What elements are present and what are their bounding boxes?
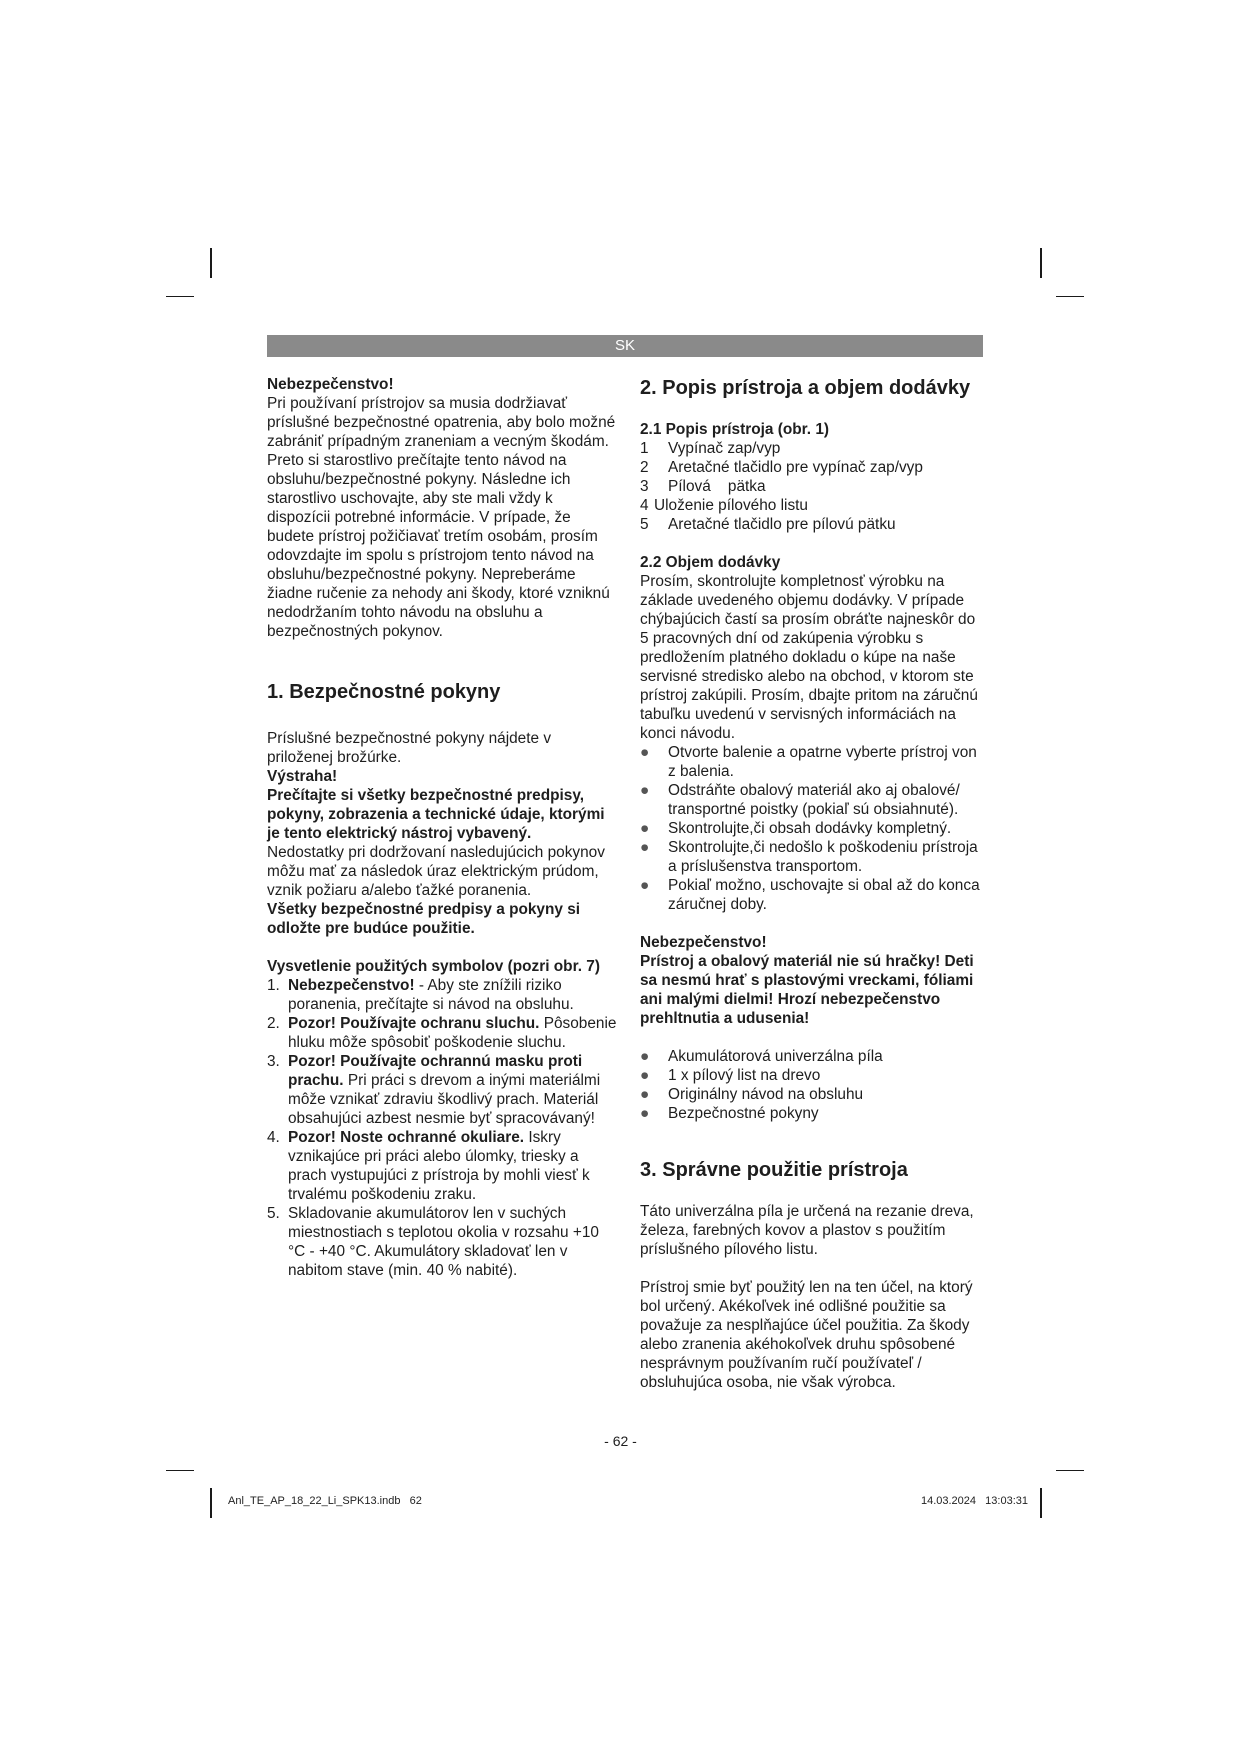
crop-mark	[1040, 1488, 1042, 1518]
bullet-icon: ●	[640, 1105, 650, 1122]
item-text: - Aby ste znížili riziko poranenia, prečítajte si návod na obsluhu.	[288, 977, 574, 1013]
part-label: Aretačné tlačidlo pre vypínač zap/vyp	[668, 459, 923, 476]
bullet-icon: ●	[640, 1086, 650, 1103]
part-label: Aretačné tlačidlo pre pílovú pätku	[668, 516, 896, 533]
list-item	[640, 496, 985, 515]
item-number: 4.	[267, 1129, 280, 1146]
list-item	[640, 477, 985, 496]
item-text: Pokiaľ možno, uschovajte si obal až do konca záručnej doby.	[668, 877, 980, 913]
item-text: 1 x pílový list na drevo	[668, 1067, 821, 1084]
right-column	[640, 375, 985, 1392]
item-text: Bezpečnostné pokyny	[668, 1105, 819, 1122]
section-1-heading: 1. Bezpečnostné pokyny	[267, 681, 501, 703]
list-item	[267, 976, 617, 1014]
part-number: 4	[640, 497, 649, 514]
section-3-paragraph-1: Táto univerzálna píla je určená na rezanie dreva, železa, farebných kovov a plastov s použitím príslušného pílového listu.	[640, 1203, 974, 1258]
item-text: Skladovanie akumulátorov len v suchých miestnostiach s teplotou okolia v rozsahu +10 °C - +40 °C. Akumulátory skladovať len v nabitom stave (min. 40 % nabité).	[288, 1205, 599, 1279]
item-text: Iskry vznikajúce pri práci alebo úlomky, triesky a prach vystupujúci z prístroja by mohli viesť k trvalému poškodeniu zraku.	[288, 1129, 590, 1203]
crop-mark	[166, 296, 194, 297]
item-text: Akumulátorová univerzálna píla	[668, 1048, 883, 1065]
item-text: Skontrolujte,či nedošlo k poškodeniu prístroja a príslušenstva transportom.	[668, 839, 978, 875]
crop-mark	[210, 1488, 212, 1518]
list-item	[640, 1066, 985, 1085]
list-item	[640, 876, 985, 914]
crop-mark	[1040, 248, 1042, 278]
item-bold: Pozor! Používajte ochrannú masku proti prachu.	[288, 1053, 583, 1089]
item-text: Skontrolujte,či obsah dodávky kompletný.	[668, 820, 952, 837]
footer-filename: Anl_TE_AP_18_22_Li_SPK13.indb 62	[228, 1495, 422, 1507]
part-number: 5	[640, 516, 649, 533]
item-text: Odstráňte obalový materiál ako aj obalové/ transportné poistky (pokiaľ sú obsiahnuté).	[668, 782, 960, 818]
part-number: 2	[640, 459, 649, 476]
part-label: Pílová pätka	[668, 478, 766, 495]
parts-list	[640, 439, 985, 534]
page-number: - 62 -	[604, 1433, 637, 1449]
danger-text: Pri používaní prístrojov sa musia dodržiavať príslušné bezpečnostné opatrenia, aby bolo možné zabrániť prípadným zraneniam a vecným škodám. Preto si starostlivo prečítajte tento návod na obsluhu/bezpečnostné pokyny. Následne ich starostlivo uschovajte, aby ste mali vždy k dispozícii potrebné informácie. V prípade, že budete prístroj požičiavať tretím osobám, prosím odovzdajte im spolu s prístrojom tento návod na obsluhu/bezpečnostné pokyny. Nepreberáme žiadne ručenie za nehody ani škody, ktoré vzniknú nedodržaním tohto návodu na obsluhu a bezpečnostných pokynov.	[267, 395, 616, 640]
warning-title: Výstraha!	[267, 768, 338, 785]
danger-2-title: Nebezpečenstvo!	[640, 934, 767, 951]
item-number: 3.	[267, 1053, 280, 1070]
list-item	[640, 458, 985, 477]
list-item	[640, 1085, 985, 1104]
warning-bold-text: Prečítajte si všetky bezpečnostné predpisy, pokyny, zobrazenia a technické údaje, ktorými je tento elektrický nástroj vybavený.	[267, 787, 605, 842]
section-3-paragraph-2: Prístroj smie byť použitý len na ten účel, na ktorý bol určený. Akékoľvek iné odlišné použitie sa považuje za nesplňajúce účel použitia. Za škody alebo zranenia akéhokoľvek druhu spôsobené nesprávnym používaním ručí používateľ / obsluhujúca osoba, nie však výrobca.	[640, 1279, 973, 1391]
check-list	[640, 743, 985, 914]
section-2-2-text: Prosím, skontrolujte kompletnosť výrobku na základe uvedeného objemu dodávky. V prípade chýbajúcich častí sa prosím obráťte najneskôr do 5 pracovných dní od zakúpenia výrobku s predložením platného dokladu o kúpe na naše servisné stredisko alebo na obchod, v ktorom ste prístroj zakúpili. Prosím, dbajte pritom na záručnú tabuľku uvedenú v servisných informáciách na konci návodu.	[640, 573, 978, 742]
section-1-intro: Príslušné bezpečnostné pokyny nájdete v priloženej brožúrke.	[267, 730, 552, 766]
list-item	[267, 1128, 617, 1204]
list-item	[640, 515, 985, 534]
section-2-2-heading: 2.2 Objem dodávky	[640, 554, 781, 571]
danger-title: Nebezpečenstvo!	[267, 376, 394, 393]
item-bold: Pozor! Používajte ochranu sluchu.	[288, 1015, 540, 1032]
item-text: Pri práci s drevom a inými materiálmi môže vznikať zdraviu škodlivý prach. Materiál obsahujúci azbest nesmie byť spracovávaný!	[288, 1072, 601, 1127]
bullet-icon: ●	[640, 1048, 650, 1065]
bullet-icon: ●	[640, 877, 650, 894]
list-item	[640, 439, 985, 458]
part-number: 3	[640, 478, 649, 495]
bullet-icon: ●	[640, 839, 650, 856]
section-2-heading: 2. Popis prístroja a objem dodávky	[640, 377, 971, 399]
item-number: 1.	[267, 977, 280, 994]
left-column	[267, 375, 617, 1280]
bullet-icon: ●	[640, 820, 650, 837]
warning-keep-text: Všetky bezpečnostné predpisy a pokyny si odložte pre budúce použitie.	[267, 901, 581, 937]
crop-mark	[166, 1470, 194, 1471]
crop-mark	[210, 248, 212, 278]
part-number: 1	[640, 440, 649, 457]
list-item	[640, 781, 985, 819]
section-3-heading: 3. Správne použitie prístroja	[640, 1159, 908, 1181]
item-number: 2.	[267, 1015, 280, 1032]
warning-text: Nedostatky pri dodržovaní nasledujúcich pokynov môžu mať za následok úraz elektrickým prúdom, vznik požiaru a/alebo ťažké poranenia.	[267, 844, 605, 899]
list-item	[640, 1047, 985, 1066]
part-label: Uloženie pílového listu	[654, 497, 808, 514]
danger-2-text: Prístroj a obalový materiál nie sú hračky! Deti sa nesmú hrať s plastovými vreckami, fóliami ani malými dielmi! Hrozí nebezpečenstvo prehltnutia a udusenia!	[640, 953, 974, 1027]
bullet-icon: ●	[640, 1067, 650, 1084]
list-item	[267, 1014, 617, 1052]
bullet-icon: ●	[640, 782, 650, 799]
item-text: Pôsobenie hluku môže spôsobiť poškodenie sluchu.	[288, 1015, 617, 1051]
list-item	[267, 1052, 617, 1128]
item-bold: Nebezpečenstvo!	[288, 977, 415, 994]
item-text: Otvorte balenie a opatrne vyberte prístroj von z balenia.	[668, 744, 977, 780]
part-label: Vypínač zap/vyp	[668, 440, 781, 457]
crop-mark	[1056, 1470, 1084, 1471]
section-2-1-heading: 2.1 Popis prístroja (obr. 1)	[640, 421, 830, 438]
list-item	[267, 1204, 617, 1280]
symbols-heading: Vysvetlenie použitých symbolov (pozri obr. 7)	[267, 958, 600, 975]
bullet-icon: ●	[640, 744, 650, 761]
list-item	[640, 819, 985, 838]
item-number: 5.	[267, 1205, 280, 1222]
item-bold: Pozor! Noste ochranné okuliare.	[288, 1129, 525, 1146]
list-item	[640, 743, 985, 781]
footer-timestamp: 14.03.2024 13:03:31	[920, 1495, 1028, 1507]
symbols-list	[267, 976, 617, 1280]
item-text: Originálny návod na obsluhu	[668, 1086, 864, 1103]
list-item	[640, 838, 985, 876]
crop-mark	[1056, 296, 1084, 297]
delivery-list	[640, 1047, 985, 1123]
list-item	[640, 1104, 985, 1123]
language-header-bar: SK	[267, 335, 983, 357]
